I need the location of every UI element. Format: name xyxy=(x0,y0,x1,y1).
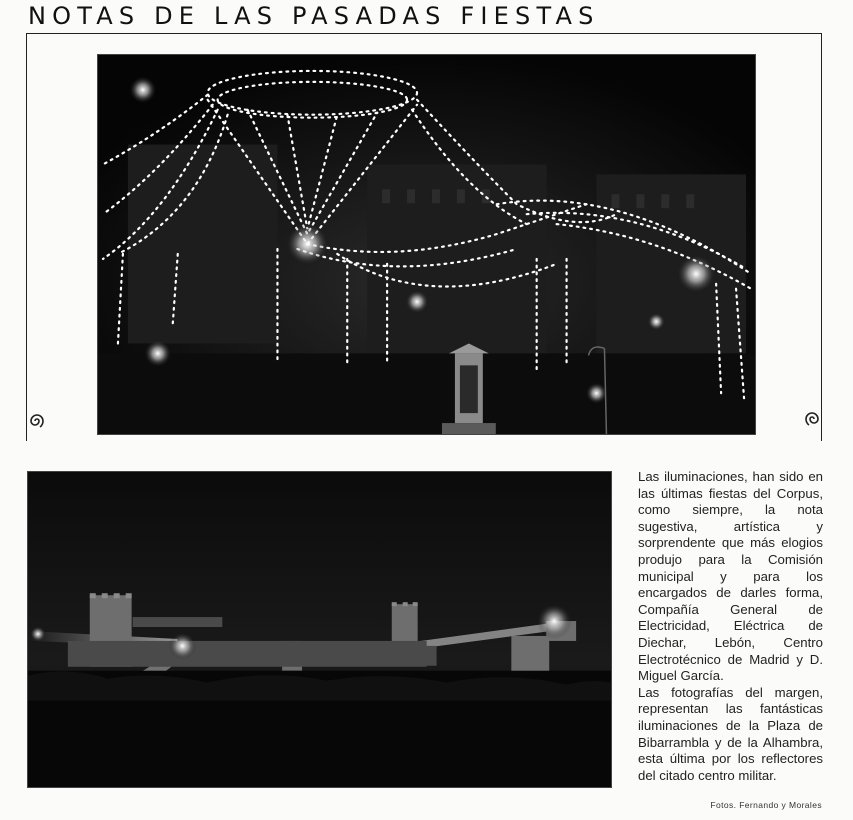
article-paragraph: Las fotografías del margen, representan las fantásticas iluminaciones de la Plaza de Bibarrambla y de la Alhambra, esta última por los reflectores del citado centro militar. xyxy=(638,684,823,783)
scroll-ornament-left-icon xyxy=(28,412,46,430)
page-title: NOTAS DE LAS PASADAS FIESTAS xyxy=(28,2,600,30)
photo-credit: Fotos. Fernando y Morales xyxy=(710,800,822,810)
photo-alhambra-reflectors xyxy=(27,471,612,788)
article-paragraph: Las iluminaciones, han sido en las últimas fiestas del Corpus, como siempre, la nota sugestiva, artística y sorprendente que más elogios produjo para la Comisión municipal y para los encargados de darles forma, Compañía General de Electricidad, Eléctrica de Diechar, Lebón, Centro Electrotécnico de Madrid y D. Miguel García. xyxy=(638,469,823,684)
scroll-ornament-right-icon xyxy=(803,410,821,428)
article-text xyxy=(638,469,823,784)
photo-plaza-bibarrambla xyxy=(97,54,756,435)
